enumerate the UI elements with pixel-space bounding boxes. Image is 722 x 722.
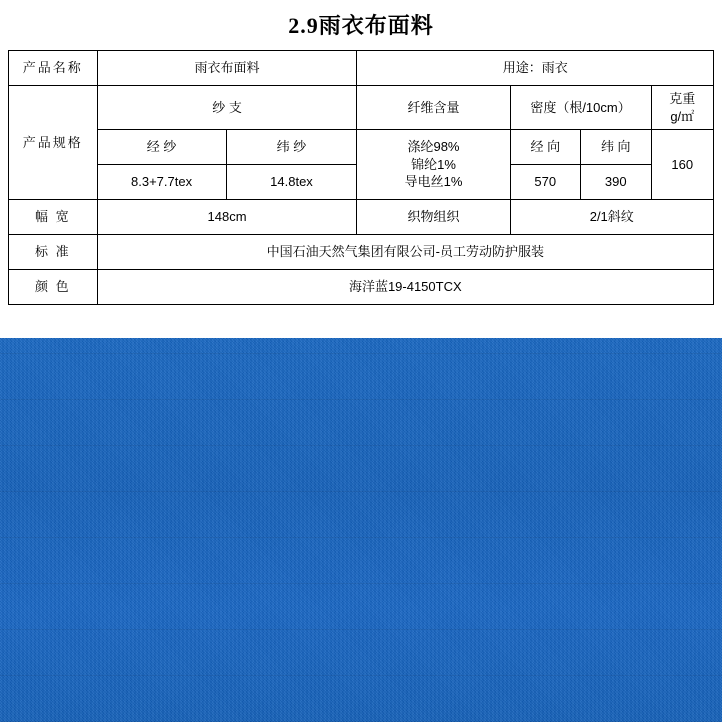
table-row <box>9 86 714 130</box>
page-title: 2.9雨衣布面料 <box>288 13 434 38</box>
weight-header <box>651 86 714 130</box>
fiber-content-value <box>357 130 510 200</box>
yarn-count-header: 纱 支 <box>97 86 357 130</box>
density-weft-label: 纬 向 <box>581 130 651 165</box>
product-name-value: 雨衣布面料 <box>97 51 357 86</box>
density-header: 密度（根/10cm） <box>510 86 651 130</box>
standard-label: 标 准 <box>9 235 98 270</box>
width-value: 148cm <box>97 200 357 235</box>
width-label: 幅 宽 <box>9 200 98 235</box>
product-name-label: 产品名称 <box>9 51 98 86</box>
table-row <box>9 235 714 270</box>
fiber-content-header: 纤维含量 <box>357 86 510 130</box>
warp-yarn-value: 8.3+7.7tex <box>97 165 226 200</box>
table-row <box>9 51 714 86</box>
product-spec-label: 产品规格 <box>9 86 98 200</box>
fiber-line-1: 涤纶98% <box>407 139 460 155</box>
weft-yarn-label: 纬 纱 <box>226 130 357 165</box>
weave-label: 织物组织 <box>357 200 510 235</box>
fiber-line-3: 导电丝1% <box>404 174 463 190</box>
fabric-spec-table <box>8 50 714 305</box>
weight-value: 160 <box>651 130 714 200</box>
fabric-swatch-image <box>0 338 722 722</box>
table-row <box>9 200 714 235</box>
weave-value: 2/1斜纹 <box>510 200 713 235</box>
weight-header-line2: g/㎡ <box>670 108 695 124</box>
table-row <box>9 270 714 305</box>
color-value: 海洋蓝19-4150TCX <box>97 270 713 305</box>
weight-header-line1: 克重 <box>669 91 696 106</box>
standard-value: 中国石油天然气集团有限公司-员工劳动防护服装 <box>97 235 713 270</box>
density-warp-label: 经 向 <box>510 130 580 165</box>
usage-value: 用途：雨衣 <box>357 51 714 86</box>
color-label: 颜 色 <box>9 270 98 305</box>
density-weft-value: 390 <box>581 165 651 200</box>
weft-yarn-value: 14.8tex <box>226 165 357 200</box>
fiber-line-2: 锦纶1% <box>411 156 456 172</box>
density-warp-value: 570 <box>510 165 580 200</box>
table-row <box>9 130 714 165</box>
warp-yarn-label: 经 纱 <box>97 130 226 165</box>
